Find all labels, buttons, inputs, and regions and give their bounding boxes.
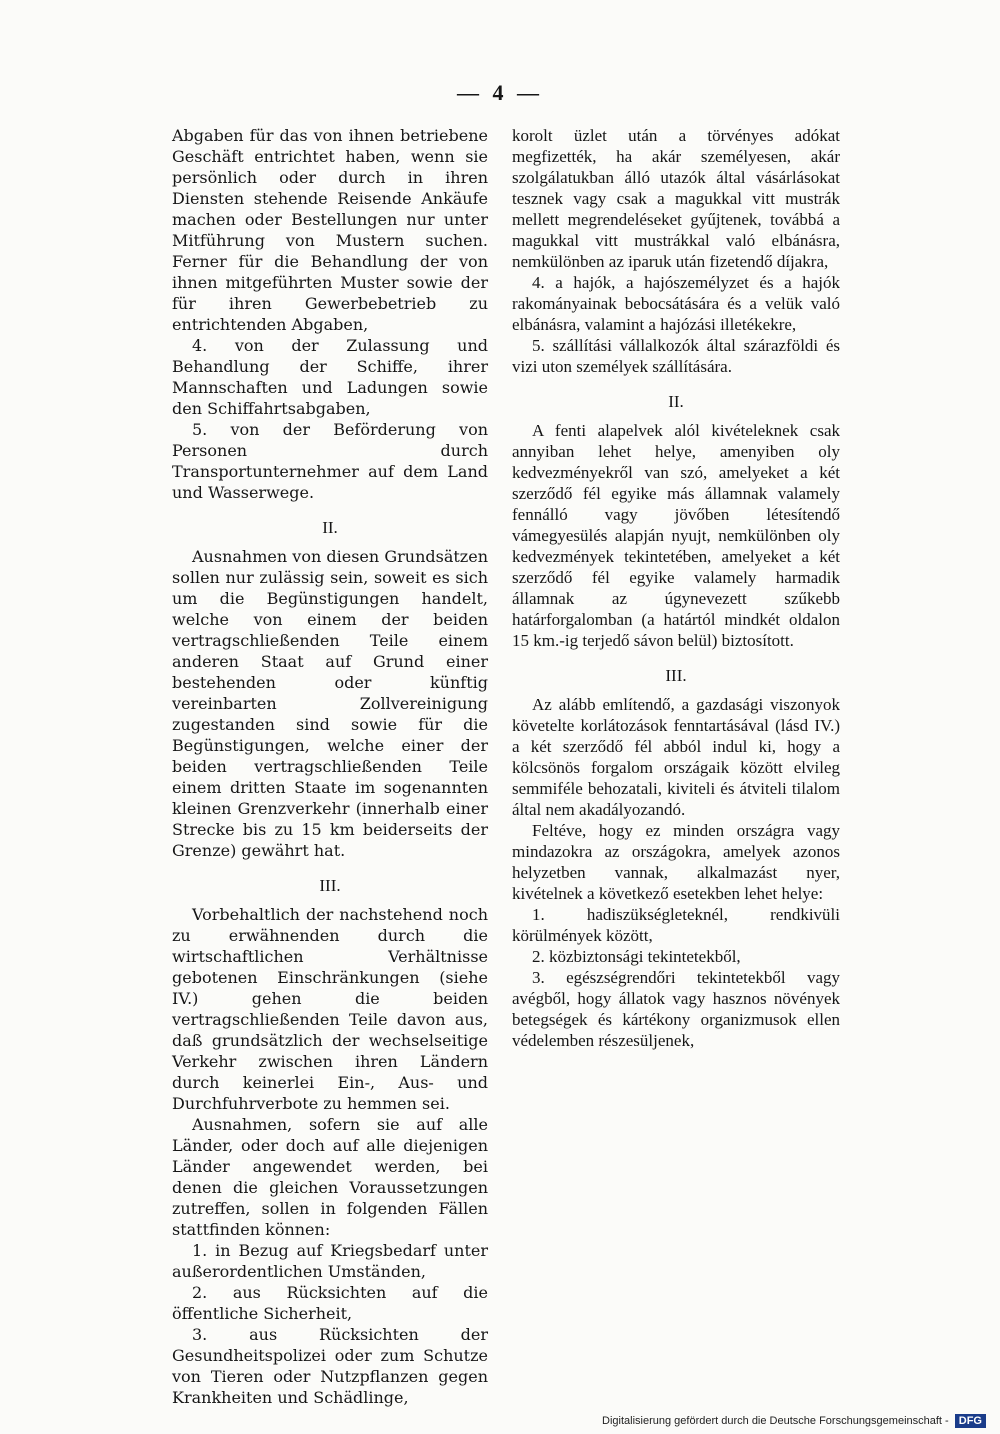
german-heading-iii: III. xyxy=(319,876,341,895)
hungarian-item-iii-2: 2. közbiztonsági tekintetekből, xyxy=(532,947,741,966)
hungarian-column xyxy=(512,125,840,1051)
german-item-iii-1: 1. in Bezug auf Kriegsbedarf unter außerordentlichen Umständen, xyxy=(172,1241,488,1281)
hungarian-section-ii-paragraph: A fenti alapelvek alól kivételeknek csak annyiban lehet helye, amenyiben oly kedvezményekről van szó, amelyeket a két szerződő fél egyike más államnak valamely fennálló vagy jövőben létesítendő vámegyesülés alapján nyujt, nemkülönben oly kedvezmények tekintetében, amelyeket a két szerződő fél egyike valamely harmadik államnak az úgynevezett szűkebb határforgalomban (a határtól mindkét oldalon 15 km.-ig terjedő sávon belül) biztosított. xyxy=(512,421,840,650)
hungarian-section-iii-paragraph-2: Feltéve, hogy ez minden országra vagy mindazokra az országokra, amelyek azonos helyzetben vannak, alkalmazást nyer, kivételnek a következő esetekben lehet helye: xyxy=(512,821,840,903)
dfg-logo: DFG xyxy=(955,1414,986,1428)
german-item-5: 5. von der Beförderung von Personen durch Transportunternehmer auf dem Land und Wasserwege. xyxy=(172,420,488,502)
hungarian-item-iii-1: 1. hadiszükségleteknél, rendkivüli körülmények között, xyxy=(512,905,840,945)
german-item-iii-3: 3. aus Rücksichten der Gesundheitspolizei oder zum Schutze von Tieren oder Nutzpflanzen gegen Krankheiten und Schädlinge, xyxy=(172,1325,488,1407)
german-section-iii-paragraph-1: Vorbehaltlich der nachstehend noch zu erwähnenden durch die wirtschaftlichen Verhältnisse gebotenen Einschränkungen (siehe IV.) gehen die beiden vertragschließenden Teile davon aus, daß grundsätzlich der wechselseitige Verkehr zwischen ihren Ländern durch keinerlei Ein-, Aus- und Durchfuhrverbote zu hemmen sei. xyxy=(172,905,488,1113)
german-section-iii-paragraph-2: Ausnahmen, sofern sie auf alle Länder, oder doch auf alle diejenigen Länder angewendet werden, bei denen die gleichen Voraussetzungen zutreffen, sollen in folgenden Fällen stattfinden können: xyxy=(172,1115,488,1239)
hungarian-intro-paragraph: korolt üzlet után a törvényes adókat megfizették, ha akár személyesen, akár szolgálatukban álló utazók által vásárlásokat tesznek vagy csak a magukkal vitt mustrák mellett megrendeléseket gyűjtenek, továbbá a magukkal vitt mustrákkal való elbánásra, nemkülönben az iparuk után fizetendő díjakra, xyxy=(512,126,840,271)
hungarian-heading-ii: II. xyxy=(668,392,684,411)
german-section-ii-paragraph: Ausnahmen von diesen Grundsätzen sollen nur zulässig sein, soweit es sich um die Begünstigungen handelt, welche von einem der beiden vertragschließenden Teile einem anderen Staat auf Grund einer bestehenden oder künftig vereinbarten Zollvereinigung zugestanden sind sowie für die Begünstigungen, welche einer der beiden vertragschließenden Teile einem dritten Staate im sogenannten kleinen Grenzverkehr (innerhalb einer Strecke bis zu 15 km beiderseits der Grenze) gewährt hat. xyxy=(172,547,488,860)
german-item-iii-2: 2. aus Rücksichten auf die öffentliche Sicherheit, xyxy=(172,1283,488,1323)
hungarian-item-iii-3: 3. egészségrendőri tekintetekből vagy avégből, hogy állatok vagy hasznos növények betegségek és kártékony organizmusok ellen védelemben részesüljenek, xyxy=(512,968,840,1050)
hungarian-heading-iii: III. xyxy=(665,666,687,685)
digitization-footer xyxy=(602,1414,986,1428)
german-heading-ii: II. xyxy=(322,518,338,537)
page-number: — 4 — xyxy=(457,80,543,105)
footer-text: Digitalisierung gefördert durch die Deutsche Forschungsgemeinschaft - xyxy=(602,1415,949,1427)
german-intro-paragraph: Abgaben für das von ihnen betriebene Geschäft entrichtet haben, wenn sie persönlich oder durch in ihren Diensten stehende Reisende Ankäufe machen oder Bestellungen nur unter Mitführung von Mustern suchen. Ferner für die Behandlung der von ihnen mitgeführten Muster sowie der für ihren Gewerbebetrieb zu entrichtenden Abgaben, xyxy=(172,126,488,334)
hungarian-item-4: 4. a hajók, a hajószemélyzet és a hajók rakományainak bebocsátására és a velük való elbánásra, valamint a hajózási illetékekre, xyxy=(512,273,840,334)
german-column xyxy=(172,125,488,1408)
hungarian-item-5: 5. szállítási vállalkozók által szárazföldi és vizi uton személyek szállítására. xyxy=(512,336,840,376)
german-item-4: 4. von der Zulassung und Behandlung der Schiffe, ihrer Mannschaften und Ladungen sowie den Schiffahrtsabgaben, xyxy=(172,336,488,418)
hungarian-section-iii-paragraph-1: Az alább említendő, a gazdasági viszonyok követelte korlátozások fenntartásával (lásd IV.) a két szerződő fél abból indul ki, hogy a kölcsönös forgalom országaik között elvileg semmiféle behozatali, kiviteli és átviteli tilalom által nem akadályozandó. xyxy=(512,695,840,819)
